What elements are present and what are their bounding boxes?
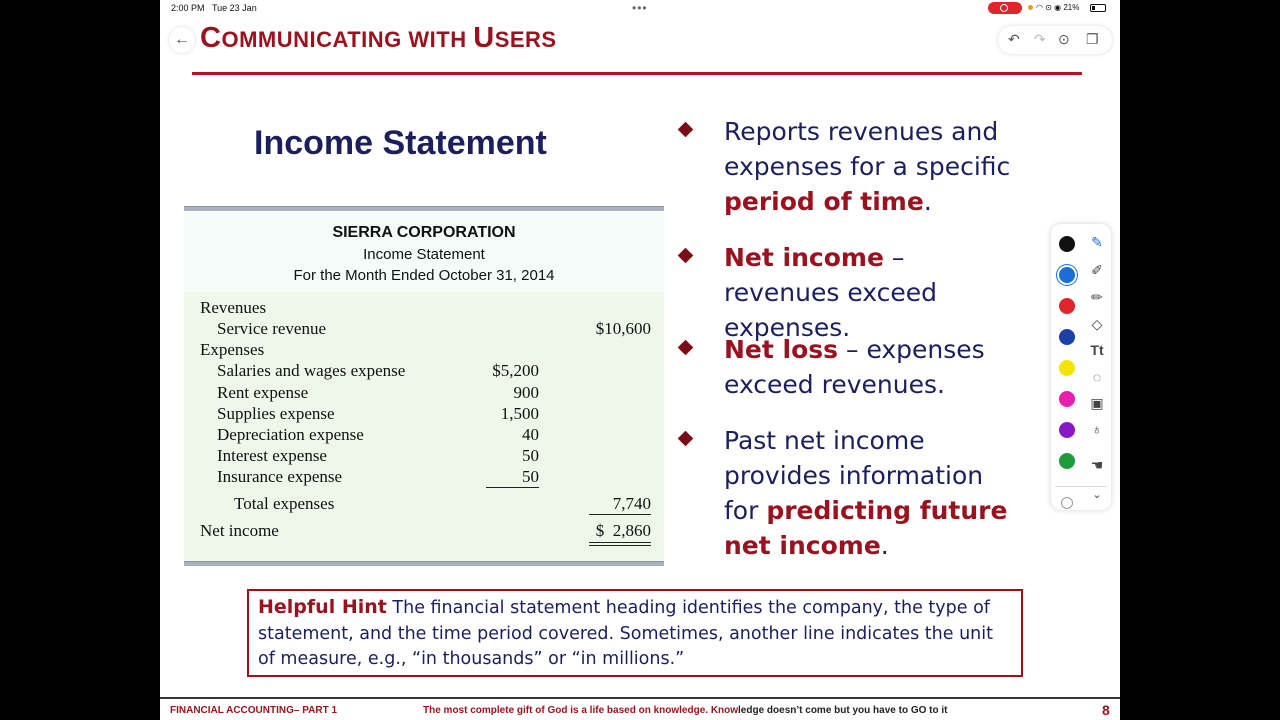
status-icons <box>1028 3 1079 12</box>
hint-title: Helpful Hint <box>258 596 387 618</box>
hint-text: The financial statement heading identifies the company, the type of statement, and the time period covered. Sometimes, another line indicates the unit of measure, e.g., “in thousands” or “in millions.” <box>258 598 993 669</box>
bullet-item: Past net income provides information for predicting future net income. <box>724 423 1014 563</box>
title-divider <box>192 72 1082 75</box>
marker-icon[interactable]: ✐ <box>1091 262 1103 278</box>
page-number: 8 <box>1102 702 1110 718</box>
color-swatch-green[interactable] <box>1059 453 1075 469</box>
diamond-bullet-icon <box>678 122 694 138</box>
palette-divider <box>1055 486 1107 487</box>
highlighter-icon[interactable]: ✏ <box>1091 289 1103 305</box>
total-underline <box>589 514 651 515</box>
expense-amount: 50 <box>522 446 539 465</box>
total-expenses-label: Total expenses <box>234 494 335 513</box>
statement-body <box>184 292 664 562</box>
lasso-icon[interactable]: ◌ <box>1092 369 1102 385</box>
color-swatch-magenta[interactable] <box>1059 391 1075 407</box>
bullet-item: Reports revenues and expenses for a specific period of time. <box>724 114 1024 219</box>
multitask-dots-icon[interactable]: ••• <box>632 1 648 15</box>
service-revenue-amount: $10,600 <box>595 319 651 338</box>
battery-percent: 21% <box>1063 3 1080 12</box>
battery-icon <box>1090 4 1106 12</box>
section-heading: Income Statement <box>254 124 547 162</box>
pen-size-icon[interactable] <box>1061 497 1073 509</box>
image-icon[interactable]: ▣ <box>1090 395 1104 411</box>
expense-amount: 50 <box>522 467 539 486</box>
color-swatch-purple[interactable] <box>1059 422 1075 438</box>
mic-indicator-icon <box>1028 5 1033 10</box>
screen-record-icon[interactable] <box>988 2 1022 14</box>
eraser-icon[interactable]: ◇ <box>1091 316 1103 332</box>
bullet-item: Net income – revenues exceed expenses. <box>724 240 1024 345</box>
expenses-label: Expenses <box>200 340 265 359</box>
top-toolbar <box>998 26 1112 54</box>
footer-quote: The most complete gift of God is a life based on knowledge. Knowledge doesn’t come but you have to GO to it <box>423 705 948 716</box>
revenues-label: Revenues <box>200 298 267 317</box>
text-icon[interactable]: Tt <box>1090 342 1104 358</box>
chevron-down-icon[interactable]: ⌄ <box>1092 489 1102 501</box>
expense-amount: 1,500 <box>500 404 539 423</box>
more-icon[interactable]: ⊙ <box>1058 31 1070 47</box>
redo-icon[interactable]: ↷ <box>1034 31 1046 47</box>
statement-period: For the Month Ended October 31, 2014 <box>293 267 555 284</box>
color-swatch-navy[interactable] <box>1059 329 1075 345</box>
slide-title: COMMUNICATING WITH USERS <box>200 22 557 54</box>
figure-bottom-rule <box>184 561 664 566</box>
pen-palette <box>1051 224 1111 510</box>
double-underline-1 <box>589 542 651 543</box>
color-swatch-blue-selected[interactable] <box>1059 267 1075 283</box>
expense-label: Depreciation expense <box>217 425 364 444</box>
service-revenue-label: Service revenue <box>217 319 327 338</box>
color-swatch-red[interactable] <box>1059 298 1075 314</box>
footer-divider <box>160 697 1120 699</box>
undo-icon[interactable]: ↶ <box>1008 31 1020 47</box>
net-income-label: Net income <box>200 521 279 540</box>
figure-top-rule <box>184 206 664 211</box>
color-swatch-yellow[interactable] <box>1059 360 1075 376</box>
diamond-bullet-icon <box>678 248 694 264</box>
statement-header <box>184 212 664 294</box>
expense-amount: 40 <box>522 425 539 444</box>
status-date: Tue 23 Jan <box>212 3 257 13</box>
net-income-amount: $ 2,860 <box>595 521 651 540</box>
expense-label: Supplies expense <box>217 404 335 423</box>
footer-course: FINANCIAL ACCOUNTING– PART 1 <box>170 705 338 716</box>
copy-icon[interactable]: ❐ <box>1086 31 1099 47</box>
double-underline-2 <box>589 545 651 546</box>
expense-label: Interest expense <box>217 446 327 465</box>
pen-icon[interactable]: ✎ <box>1091 234 1103 250</box>
diamond-bullet-icon <box>678 431 694 447</box>
arrow-left-icon[interactable]: ← <box>169 27 195 53</box>
hand-icon[interactable]: ☚ <box>1090 457 1104 473</box>
color-swatch-black[interactable] <box>1059 236 1075 252</box>
expense-label: Rent expense <box>217 383 309 402</box>
microphone-icon[interactable]: ♁ <box>1091 421 1103 437</box>
bullet-item: Net loss – expenses exceed revenues. <box>724 332 1024 402</box>
wifi-icon: ◠ ⊙ ◉ <box>1036 3 1062 12</box>
helpful-hint-box <box>247 589 1023 677</box>
expense-label: Insurance expense <box>217 467 343 486</box>
expense-amount: 900 <box>513 383 539 402</box>
income-statement-figure <box>184 206 664 566</box>
expense-amount: $5,200 <box>492 361 539 380</box>
expense-label: Salaries and wages expense <box>217 361 406 380</box>
status-time: 2:00 PM <box>171 3 205 13</box>
status-bar <box>160 0 1120 18</box>
company-name: SIERRA CORPORATION <box>332 224 516 241</box>
diamond-bullet-icon <box>678 340 694 356</box>
app-screen <box>160 0 1120 720</box>
total-expenses-amount: 7,740 <box>612 494 651 513</box>
statement-name: Income Statement <box>363 246 485 263</box>
subtotal-underline <box>486 487 539 488</box>
